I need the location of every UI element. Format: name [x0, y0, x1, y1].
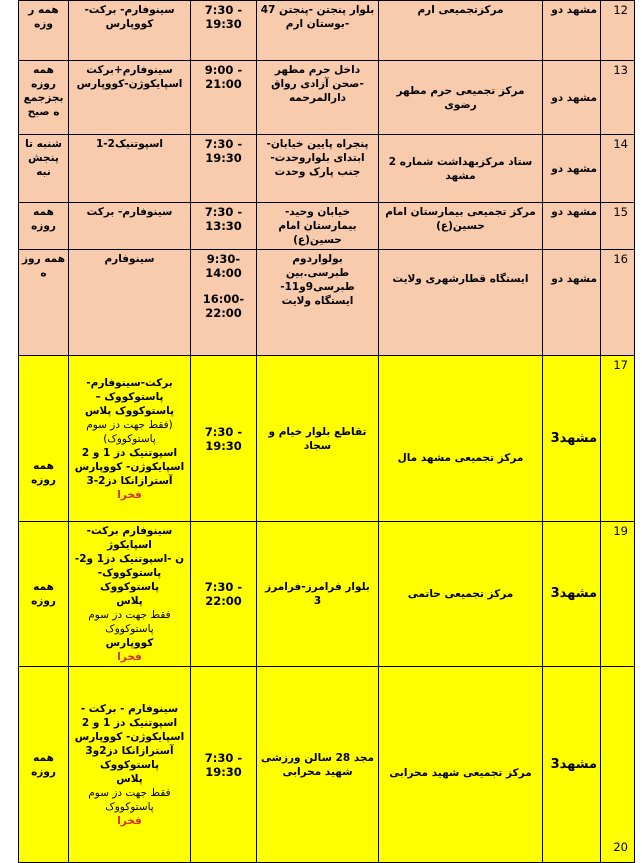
center-cell: ستاد مرکزبهداشت شماره 2 مشهد	[379, 135, 543, 203]
city-cell: مشهد3	[543, 522, 601, 667]
address-cell: بولواردوم طبرسی.بین طبرسی9و11- ایستگاه ولایت	[257, 250, 379, 356]
vaccine-cell: اسپوتنیک2-1	[69, 135, 191, 203]
address-cell: خیابان وحید-بیمارستان امام حسین(ع)	[257, 203, 379, 250]
center-cell: مرکز تجمیعی حرم مطهر رضوی	[379, 61, 543, 135]
center-cell: ایستگاه قطارشهری ولایت	[379, 250, 543, 356]
days-cell: همه روزه	[19, 203, 69, 250]
city-cell: مشهد دو	[543, 135, 601, 203]
vaccine-cell: سینوفارم- برکت	[69, 203, 191, 250]
address-cell: تقاطع بلوار خیام و سجاد	[257, 356, 379, 522]
city-cell: مشهد3	[543, 667, 601, 863]
city-cell: مشهد3	[543, 356, 601, 522]
time-cell: 7:30 - 13:30	[191, 203, 257, 250]
fakhra-tag: فخرا	[117, 651, 142, 663]
fakhra-tag: فخرا	[117, 814, 142, 827]
vaccine-cell: برکت-سینوفارم- پاستوکووک – پاستوکووک پلاس (فقط جهت دز سوم پاستوکووک) اسپوتنیک دز 1 و 2 اسپایکوژن- کووپارس آسترازانکا دز2-3 فخرا	[69, 356, 191, 522]
fakhra-tag: فخرا	[117, 488, 142, 501]
address-cell: بلوار فرامرز-فرامرز 3	[257, 522, 379, 667]
days-cell: همه روزه	[19, 522, 69, 667]
days-cell: همه روزه	[19, 356, 69, 522]
time-cell: 7:30 - 19:30	[191, 135, 257, 203]
vaccination-centers-table	[18, 0, 635, 863]
row-number: 14	[601, 135, 635, 203]
days-cell: همه روز ه	[19, 250, 69, 356]
row-number: 15	[601, 203, 635, 250]
days-cell: همه روزه	[19, 667, 69, 863]
row-number: 13	[601, 61, 635, 135]
table-row	[19, 250, 635, 356]
time-cell: 9:00 - 21:00	[191, 61, 257, 135]
row-number: 12	[601, 1, 635, 61]
row-number: 17	[601, 356, 635, 522]
city-cell: مشهد دو	[543, 203, 601, 250]
vaccine-cell: سینوفارم+برکت اسپایکوژن-کووپارس	[69, 61, 191, 135]
days-cell: شنبه تا پنجش نبه	[19, 135, 69, 203]
address-cell: پنجراه پایین خیابان- ابتدای بلواروحدت-جنب پارک وحدت	[257, 135, 379, 203]
center-cell: مرکزتجمیعی ارم	[379, 1, 543, 61]
center-cell: مرکز تجمیعی حاتمی	[379, 522, 543, 667]
table-row	[19, 356, 635, 522]
table-row	[19, 1, 635, 61]
center-cell: مرکز تجمیعی بیمارستان امام حسین(ع)	[379, 203, 543, 250]
table-row	[19, 522, 635, 667]
table-row	[19, 135, 635, 203]
time-cell: 7:30 - 19:30	[191, 1, 257, 61]
time-cell: 7:30 - 19:30	[191, 356, 257, 522]
vaccine-cell: سینوفارم برکت- اسپایکوژ ن -اسپوتنیک دز1 و2- پاستوکووک- پاستوکووک پلاس فقط جهت دز سوم پاستوکووک کووپارس فخرا	[69, 522, 191, 667]
center-cell: مرکز تجمیعی شهید محرابی	[379, 667, 543, 863]
time-cell: 7:30 - 19:30	[191, 667, 257, 863]
city-cell: مشهد دو	[543, 250, 601, 356]
address-cell: مجد 28 سالن ورزشی شهید محرابی	[257, 667, 379, 863]
city-cell: مشهد دو	[543, 61, 601, 135]
time-cell: 9:30- 14:00 16:00- 22:00	[191, 250, 257, 356]
table-row	[19, 667, 635, 863]
time-cell: 7:30 - 22:00	[191, 522, 257, 667]
city-cell: مشهد دو	[543, 1, 601, 61]
vaccine-cell: سینوفارم	[69, 250, 191, 356]
days-cell: همه ر وزه	[19, 1, 69, 61]
table-row	[19, 203, 635, 250]
row-number: 19	[601, 522, 635, 667]
row-number: 20	[601, 667, 635, 863]
days-cell: همه روزه بجزجمع ه صبح	[19, 61, 69, 135]
vaccine-cell: سینوفارم - برکت - اسپوتنیک دز 1 و 2 اسپایکوژن- کووپارس آسترازانکا دز2و3 پاستوکووک پلاس فقط جهت دز سوم پاستوکووک فخرا	[69, 667, 191, 863]
address-cell: بلوار پنجتن -پنجتن 47 -بوستان ارم	[257, 1, 379, 61]
vaccine-cell: سینوفارم- برکت- کووپارس	[69, 1, 191, 61]
address-cell: داخل حرم مطهر -صحن آزادی رواق دارالمرحمه	[257, 61, 379, 135]
table-row	[19, 61, 635, 135]
center-cell: مرکز تجمیعی مشهد مال	[379, 356, 543, 522]
row-number: 16	[601, 250, 635, 356]
